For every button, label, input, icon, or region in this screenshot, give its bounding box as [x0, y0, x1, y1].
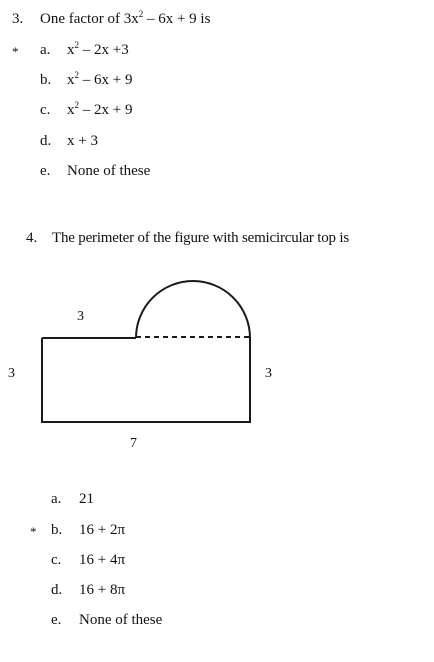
q3-option-a-exponent: 2 [74, 40, 79, 50]
q4-option-a[interactable]: 21 [79, 491, 94, 507]
q4-option-e-letter: e. [51, 612, 62, 628]
q4-number: 4. [26, 230, 38, 246]
q4-stem: The perimeter of the figure with semicircular top is [52, 230, 349, 246]
q3-option-b-letter: b. [40, 72, 52, 88]
q3-option-c-base: x [67, 102, 75, 118]
q3-option-a-base: x [67, 42, 75, 58]
q3-correct-marker: * [12, 44, 19, 59]
q3-option-b-base: x [67, 72, 75, 88]
q3-number: 3. [12, 11, 24, 27]
q3-option-a-letter: a. [40, 42, 51, 58]
q4-option-d[interactable]: 16 + 8π [79, 582, 126, 598]
q3-option-c-exponent: 2 [74, 100, 79, 110]
q3-option-d[interactable]: x + 3 [67, 133, 98, 149]
q4-option-d-letter: d. [51, 582, 63, 598]
q4-option-e[interactable]: None of these [79, 612, 163, 628]
q3-option-b-rest: – 6x + 9 [79, 72, 133, 88]
q4-option-c-letter: c. [51, 552, 62, 568]
figure-label-left-side: 3 [8, 366, 15, 381]
figure-label-top-left: 3 [77, 309, 84, 324]
q4-option-b[interactable]: 16 + 2π [79, 522, 126, 538]
q4-option-c[interactable]: 16 + 4π [79, 552, 126, 568]
q3-option-c-letter: c. [40, 102, 51, 118]
figure-label-right-side: 3 [265, 366, 272, 381]
q3-option-d-letter: d. [40, 133, 52, 149]
q4-option-a-letter: a. [51, 491, 62, 507]
q3-option-b-exponent: 2 [74, 70, 79, 80]
q3-option-e-letter: e. [40, 163, 51, 179]
q3-option-a-rest: – 2x +3 [79, 42, 129, 58]
q3-stem-part2: – 6x + 9 is [143, 11, 211, 27]
figure-outline [42, 338, 250, 422]
figure-label-bottom: 7 [130, 436, 137, 451]
figure-semicircle-arc [136, 281, 250, 338]
q4-correct-marker: * [30, 524, 37, 539]
q3-option-e[interactable]: None of these [67, 163, 151, 179]
q3-option-c-rest: – 2x + 9 [79, 102, 133, 118]
q3-stem-part1: One factor of 3x [40, 11, 139, 27]
q4-option-b-letter: b. [51, 522, 63, 538]
q3-stem-exponent: 2 [138, 9, 144, 19]
